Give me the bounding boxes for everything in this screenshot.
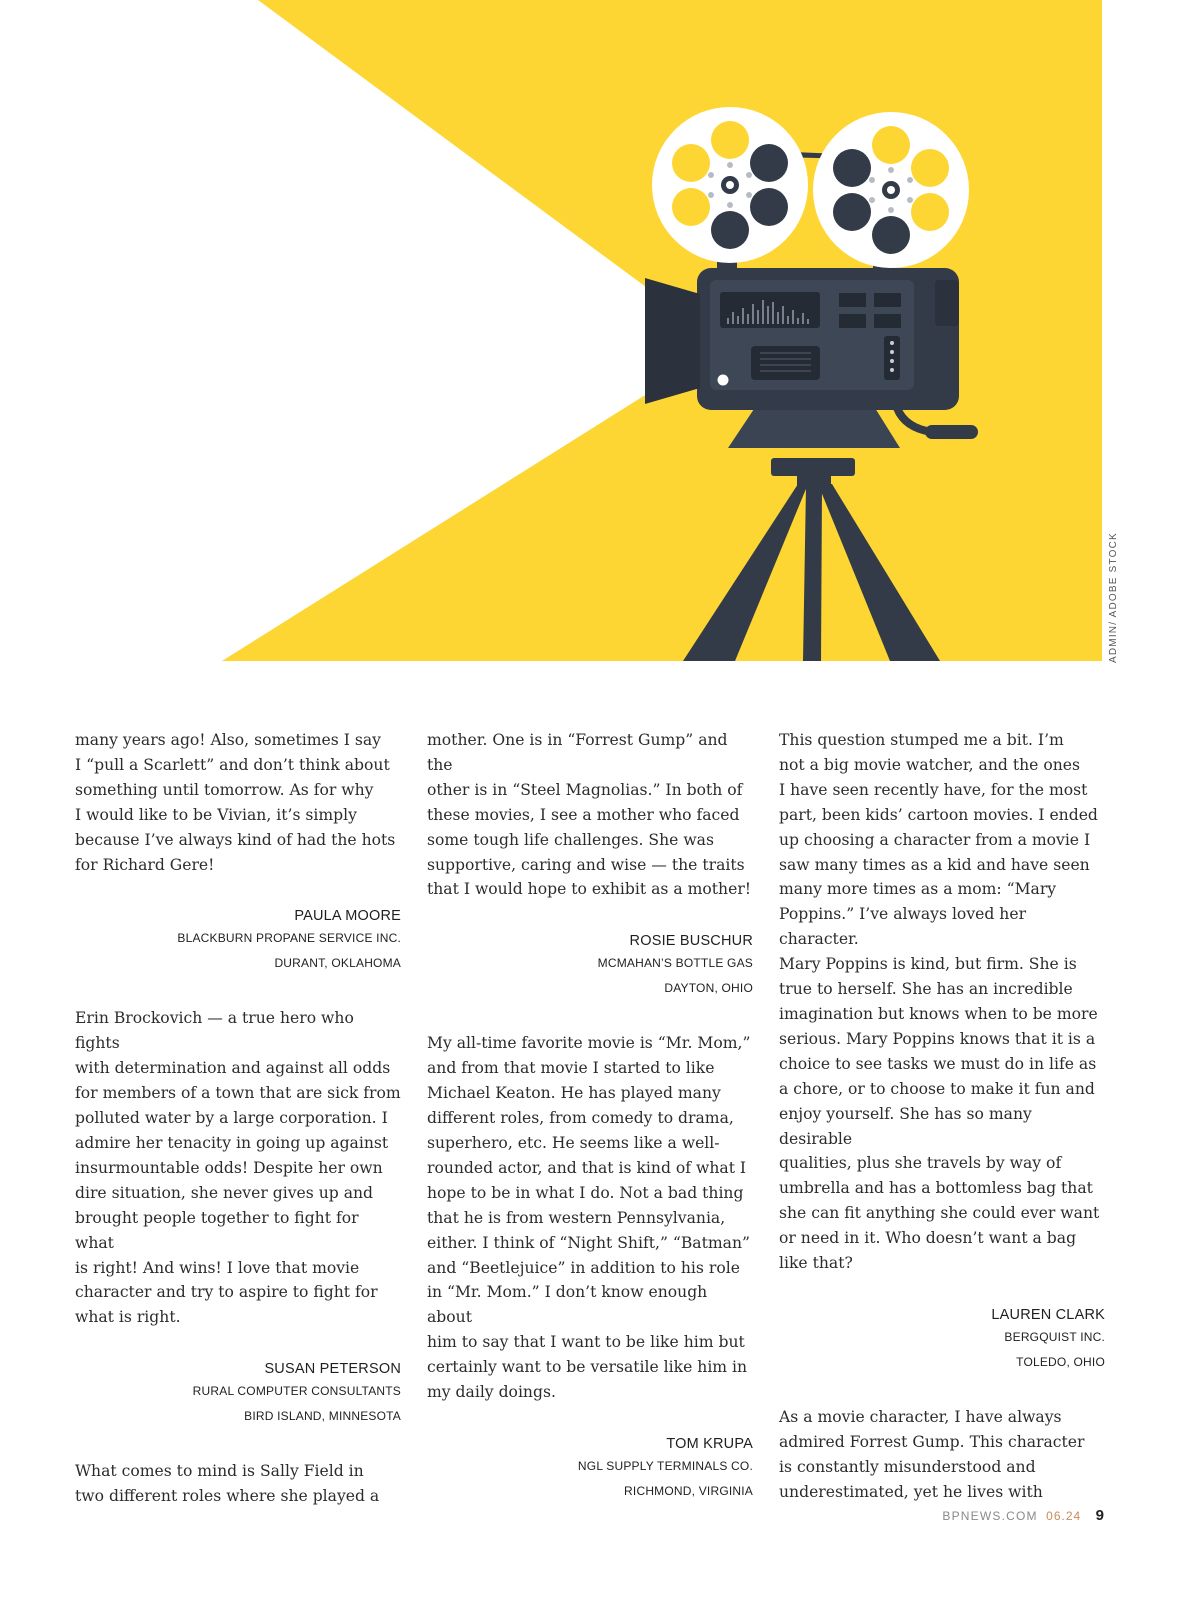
text-line: choice to see tasks we must do in life as (779, 1054, 1097, 1073)
text-line: for members of a town that are sick from (75, 1084, 401, 1103)
paragraph (75, 728, 401, 877)
page-footer (942, 1507, 1104, 1525)
text-line: Erin Brockovich — a true hero who fights (75, 1009, 354, 1053)
contributor-location: BIRD ISLAND, MINNESOTA (244, 1409, 401, 1424)
text-line: that I would hope to exhibit as a mother! (427, 880, 752, 899)
contributor-name: ROSIE BUSCHUR (629, 933, 753, 950)
text-line: something until tomorrow. As for why (75, 780, 374, 799)
text-line: is constantly misunderstood and (779, 1457, 1036, 1476)
text-line: because I’ve always kind of had the hots (75, 830, 396, 849)
text-line: serious. Mary Poppins knows that it is a (779, 1029, 1096, 1048)
article-column-3 (779, 728, 1105, 1505)
text-line: some tough life challenges. She was (427, 830, 714, 849)
paragraph (779, 1405, 1105, 1505)
text-line: my daily doings. (427, 1383, 556, 1402)
text-line: what is right. (75, 1308, 181, 1327)
text-line: enjoy yourself. She has so many desirable (779, 1104, 1032, 1148)
footer-issue: 06.24 (1046, 1509, 1082, 1523)
contributor-name: SUSAN PETERSON (264, 1361, 401, 1378)
text-line: him to say that I want to be like him but (427, 1333, 745, 1352)
text-line: Michael Keaton. He has played many (427, 1084, 721, 1103)
text-line: true to herself. She has an incredible (779, 980, 1073, 999)
text-line: I have seen recently have, for the most (779, 780, 1088, 799)
text-line: in “Mr. Mom.” I don’t know enough about (427, 1283, 708, 1327)
text-line: different roles, from comedy to drama, (427, 1109, 734, 1128)
text-line: As a movie character, I have always (779, 1407, 1062, 1426)
contributor-name: LAUREN CLARK (991, 1306, 1105, 1323)
text-line: supportive, caring and wise — the traits (427, 855, 745, 874)
text-line: two different roles where she played a (75, 1487, 380, 1506)
text-line: with determination and against all odds (75, 1059, 391, 1078)
film-projector-illustration (0, 0, 1200, 680)
paragraph (75, 1006, 401, 1330)
contributor-location: RICHMOND, VIRGINIA (624, 1483, 753, 1498)
text-line: I “pull a Scarlett” and don’t think about (75, 755, 390, 774)
text-line: and from that movie I started to like (427, 1059, 715, 1078)
text-line: My all-time favorite movie is “Mr. Mom,” (427, 1034, 751, 1053)
contributor-location: DAYTON, OHIO (664, 981, 753, 996)
text-line: superhero, etc. He seems like a well- (427, 1133, 720, 1152)
article-column-2 (427, 728, 753, 1504)
text-line: certainly want to be versatile like him in (427, 1358, 748, 1377)
text-line: imagination but knows when to be more (779, 1004, 1098, 1023)
text-line: for Richard Gere! (75, 855, 215, 874)
text-line: and “Beetlejuice” in addition to his role (427, 1258, 740, 1277)
text-line: part, been kids’ cartoon movies. I ended (779, 805, 1098, 824)
text-line: saw many times as a kid and have seen (779, 855, 1090, 874)
contributor-name: PAULA MOORE (294, 908, 401, 925)
contributor-company: RURAL COMPUTER CONSULTANTS (192, 1384, 401, 1399)
paragraph (427, 728, 753, 902)
photo-credit: ADMIN/ ADOBE STOCK (1108, 532, 1119, 663)
text-line: up choosing a character from a movie I (779, 830, 1091, 849)
contributor-signature (75, 906, 401, 976)
text-line: other is in “Steel Magnolias.” In both of (427, 780, 743, 799)
text-line: like that? (779, 1254, 853, 1273)
contributor-name: TOM KRUPA (666, 1435, 753, 1452)
text-line: umbrella and has a bottomless bag that (779, 1179, 1093, 1198)
contributor-signature (427, 1434, 753, 1504)
text-line: admired Forrest Gump. This character (779, 1432, 1085, 1451)
article-column-1 (75, 728, 401, 1509)
reel-left (652, 107, 808, 263)
paragraph (779, 728, 1105, 1276)
contributor-signature (75, 1359, 401, 1429)
text-line: This question stumped me a bit. I’m (779, 731, 1064, 749)
contributor-signature (779, 1305, 1105, 1375)
text-line: brought people together to fight for what (75, 1208, 359, 1252)
contributor-company: NGL SUPPLY TERMINALS CO. (577, 1458, 753, 1473)
text-line: Mary Poppins is kind, but firm. She is (779, 955, 1077, 974)
text-line: not a big movie watcher, and the ones (779, 755, 1080, 774)
contributor-signature (427, 931, 753, 1001)
text-line: either. I think of “Night Shift,” “Batman” (427, 1233, 750, 1252)
contributor-company: BERGQUIST INC. (1004, 1329, 1105, 1344)
contributor-company: MCMAHAN’S BOTTLE GAS (597, 956, 753, 971)
contributor-company: BLACKBURN PROPANE SERVICE INC. (177, 931, 401, 946)
reel-right (813, 112, 969, 268)
text-line: underestimated, yet he lives with (779, 1482, 1043, 1501)
text-line: a chore, or to choose to make it fun and (779, 1079, 1095, 1098)
contributor-location: TOLEDO, OHIO (1016, 1354, 1105, 1369)
text-line: insurmountable odds! Despite her own (75, 1158, 383, 1177)
text-line: What comes to mind is Sally Field in (75, 1462, 364, 1481)
text-line: she can fit anything she could ever want (779, 1204, 1100, 1223)
text-line: admire her tenacity in going up against (75, 1133, 389, 1152)
text-line: rounded actor, and that is kind of what I (427, 1158, 747, 1177)
text-line: mother. One is in “Forrest Gump” and the (427, 731, 728, 774)
text-line: many years ago! Also, sometimes I say (75, 731, 381, 749)
contributor-location: DURANT, OKLAHOMA (274, 956, 401, 971)
text-line: these movies, I see a mother who faced (427, 805, 740, 824)
text-line: dire situation, she never gives up and (75, 1183, 374, 1202)
text-line: I would like to be Vivian, it’s simply (75, 805, 357, 824)
text-line: character and try to aspire to fight for (75, 1283, 378, 1302)
text-line: Poppins.” I’ve always loved her character. (779, 905, 1027, 949)
paragraph (75, 1459, 401, 1509)
text-line: polluted water by a large corporation. I (75, 1109, 388, 1128)
text-line: hope to be in what I do. Not a bad thing (427, 1183, 744, 1202)
text-line: is right! And wins! I love that movie (75, 1258, 360, 1277)
text-line: many more times as a mom: “Mary (779, 880, 1057, 899)
text-line: or need in it. Who doesn’t want a bag (779, 1229, 1077, 1248)
paragraph (427, 1031, 753, 1405)
footer-site: BPNEWS.COM (942, 1509, 1038, 1523)
page-number: 9 (1095, 1507, 1104, 1524)
text-line: qualities, plus she travels by way of (779, 1154, 1062, 1173)
text-line: that he is from western Pennsylvania, (427, 1208, 726, 1227)
